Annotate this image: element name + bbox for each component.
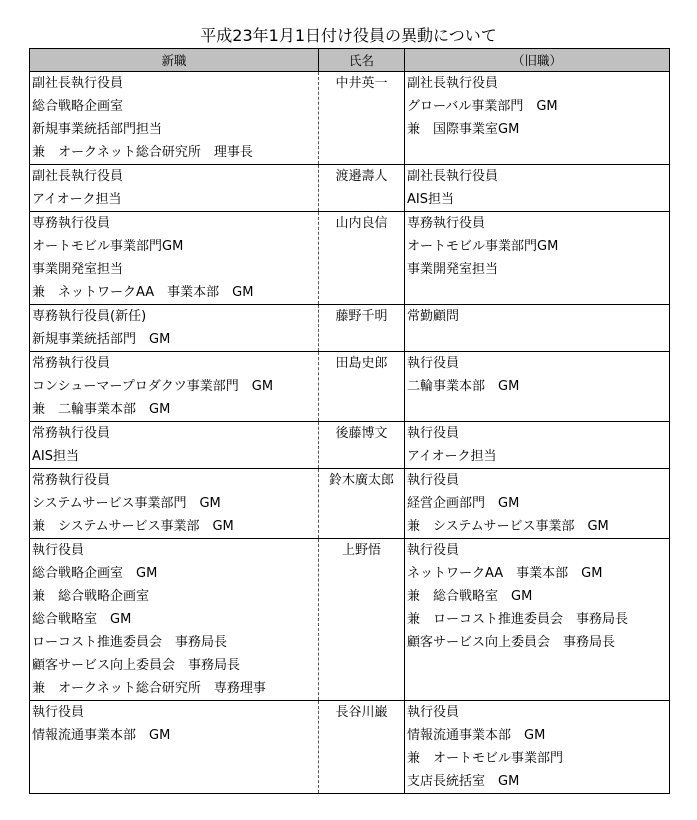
new-position-line: 兼 システムサービス事業部 GM (32, 519, 234, 534)
old-position-line: 兼 オートモビル事業部門 (407, 751, 564, 766)
old-position-line: 情報流通事業本部 GM (407, 728, 546, 743)
old-position-cell (405, 422, 670, 469)
old-position-cell (405, 72, 670, 165)
new-position-line: 常務執行役員 (32, 356, 111, 371)
new-position-line: 常務執行役員 (32, 426, 111, 441)
old-position-cell (405, 352, 670, 422)
old-position-line: グローバル事業部門 GM (407, 99, 558, 114)
old-position-line (405, 141, 669, 164)
new-position-line: 兼 二輪事業本部 GM (32, 402, 171, 417)
old-position-line: 兼 ローコスト推進委員会 事務局長 (407, 612, 629, 627)
new-position-line: 総合戦略企画室 GM (32, 566, 158, 581)
old-position-line: 執行役員 (407, 705, 460, 720)
new-position-cell (30, 72, 319, 165)
old-position-line (405, 654, 669, 677)
person-name-cell (319, 165, 405, 212)
new-position-cell (30, 469, 319, 539)
person-name: 長谷川巌 (335, 705, 388, 720)
old-position-line (405, 677, 669, 700)
table-row (30, 212, 670, 305)
new-position-line: 事業開発室担当 (32, 262, 124, 277)
old-position-line: 執行役員 (407, 426, 460, 441)
person-name: 田島史郎 (335, 356, 388, 371)
old-position-cell (405, 165, 670, 212)
person-name-cell (319, 212, 405, 305)
old-position-line (405, 281, 669, 304)
old-position-line: オートモビル事業部門GM (407, 239, 559, 254)
table-body (30, 72, 670, 794)
table-row (30, 165, 670, 212)
new-position-line: 執行役員 (32, 705, 85, 720)
old-position-line: アイオーク担当 (407, 449, 497, 464)
person-name-cell (319, 469, 405, 539)
old-position-cell (405, 469, 670, 539)
old-position-line: 顧客サービス向上委員会 事務局長 (407, 635, 616, 650)
new-position-line (30, 747, 318, 770)
person-name-cell (319, 701, 405, 794)
person-name: 後藤博文 (335, 426, 388, 441)
new-position-line: 新規事業統括部門担当 (32, 122, 163, 137)
new-position-line: 兼 ネットワークAA 事業本部 GM (32, 285, 254, 300)
old-position-line: 副社長執行役員 (407, 76, 499, 91)
old-position-line: 事業開発室担当 (407, 262, 499, 277)
table-row (30, 469, 670, 539)
old-position-line: ネットワークAA 事業本部 GM (407, 566, 603, 581)
person-name-cell (319, 539, 405, 701)
new-position-line: 副社長執行役員 (32, 76, 124, 91)
old-position-cell (405, 212, 670, 305)
old-position-line: AIS担当 (407, 192, 454, 207)
new-position-line: AIS担当 (32, 449, 79, 464)
new-position-line: 執行役員 (32, 543, 85, 558)
header-name: 氏名 (319, 49, 405, 72)
person-name-cell (319, 305, 405, 352)
old-position-line: 兼 システムサービス事業部 GM (407, 519, 609, 534)
new-position-line: 新規事業統括部門 GM (32, 332, 171, 347)
old-position-line: 二輪事業本部 GM (407, 379, 520, 394)
person-name-cell (319, 72, 405, 165)
old-position-line (405, 328, 669, 351)
person-name-cell (319, 422, 405, 469)
person-name: 渡邉壽人 (335, 169, 388, 184)
new-position-line: 兼 オークネット総合研究所 専務理事 (32, 681, 266, 696)
old-position-cell (405, 701, 670, 794)
old-position-line: 副社長執行役員 (407, 169, 499, 184)
old-position-line: 執行役員 (407, 543, 460, 558)
new-position-cell (30, 165, 319, 212)
old-position-cell (405, 539, 670, 701)
executive-change-table (29, 48, 670, 794)
new-position-line: 常務執行役員 (32, 473, 111, 488)
new-position-line (30, 770, 318, 793)
new-position-line: 情報流通事業本部 GM (32, 728, 171, 743)
new-position-line: ローコスト推進委員会 事務局長 (32, 635, 228, 650)
new-position-cell (30, 352, 319, 422)
new-position-cell (30, 212, 319, 305)
new-position-line: システムサービス事業部門 GM (32, 496, 221, 511)
person-name: 鈴木廣太郎 (328, 473, 394, 488)
new-position-line: 総合戦略企画室 (32, 99, 124, 114)
new-position-line: 専務執行役員 (32, 216, 111, 231)
new-position-line: 副社長執行役員 (32, 169, 124, 184)
table-row (30, 422, 670, 469)
old-position-line: 経営企画部門 GM (407, 496, 520, 511)
new-position-cell (30, 422, 319, 469)
old-position-line: 兼 国際事業室GM (407, 122, 520, 137)
table-header-row (30, 49, 670, 72)
old-position-line: 執行役員 (407, 473, 460, 488)
table-row (30, 352, 670, 422)
new-position-cell (30, 305, 319, 352)
new-position-line: オートモビル事業部門GM (32, 239, 184, 254)
new-position-line: コンシューマープロダクツ事業部門 GM (32, 379, 274, 394)
header-old-position: （旧職） (405, 49, 670, 72)
old-position-cell (405, 305, 670, 352)
new-position-line: アイオーク担当 (32, 192, 122, 207)
old-position-line: 常勤顧問 (407, 309, 460, 324)
table-row (30, 701, 670, 794)
old-position-line: 兼 総合戦略室 GM (407, 589, 533, 604)
old-position-line: 支店長統括室 GM (407, 774, 520, 789)
new-position-line: 総合戦略室 GM (32, 612, 132, 627)
new-position-line: 兼 総合戦略企画室 (32, 589, 150, 604)
person-name: 上野悟 (341, 543, 381, 558)
new-position-line: 専務執行役員(新任) (32, 309, 147, 324)
page-title: 平成23年1月1日付け役員の異動について (200, 26, 497, 45)
header-new-position: 新職 (30, 49, 319, 72)
old-position-line (405, 398, 669, 421)
person-name-cell (319, 352, 405, 422)
person-name: 中井英一 (335, 76, 388, 91)
table-row (30, 539, 670, 701)
table-row (30, 305, 670, 352)
person-name: 藤野千明 (335, 309, 388, 324)
new-position-line: 兼 オークネット総合研究所 理事長 (32, 145, 253, 160)
old-position-line: 専務執行役員 (407, 216, 486, 231)
new-position-cell (30, 701, 319, 794)
new-position-cell (30, 539, 319, 701)
new-position-line: 顧客サービス向上委員会 事務局長 (32, 658, 241, 673)
person-name: 山内良信 (335, 216, 388, 231)
old-position-line: 執行役員 (407, 356, 460, 371)
table-row (30, 72, 670, 165)
